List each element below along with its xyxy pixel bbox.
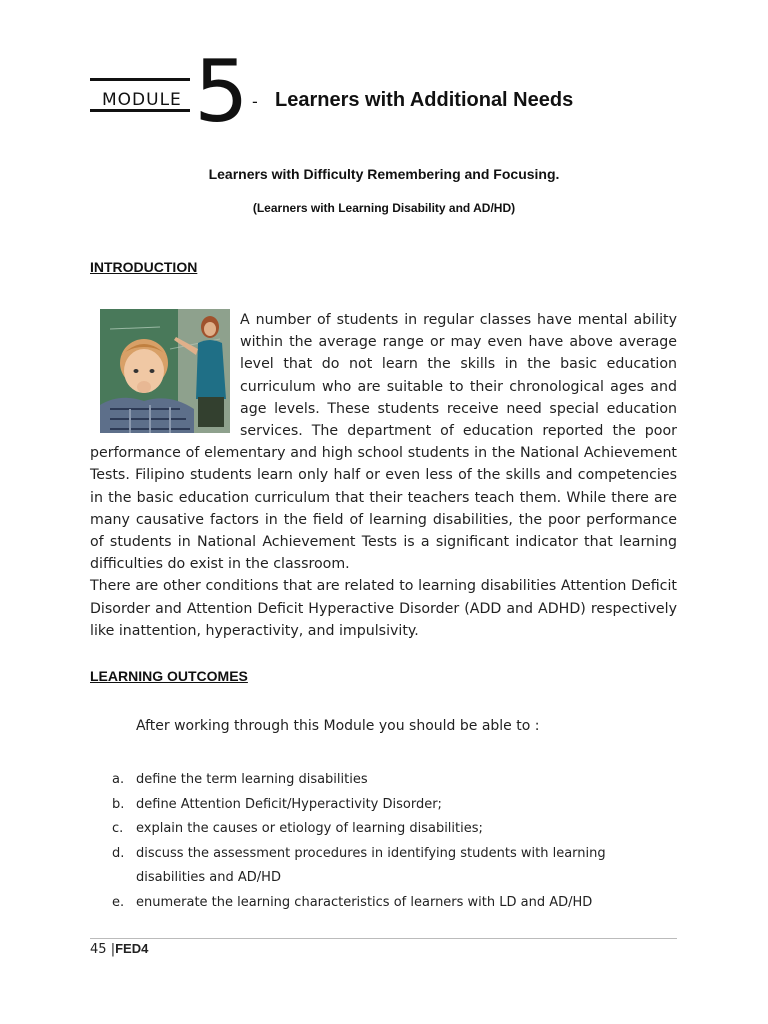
- footer-separator: |: [110, 942, 116, 957]
- list-item-text: define Attention Deficit/Hyperactivity Disorder;: [136, 796, 442, 812]
- list-item-text: enumerate the learning characteristics of learners with LD and AD/HD: [136, 894, 593, 910]
- module-label: MODULE: [102, 90, 182, 110]
- list-item: [112, 768, 672, 793]
- list-item-letter: d.: [112, 845, 125, 861]
- list-item-text: discuss the assessment procedures in identifying students with learning disabilities and AD/HD: [136, 845, 606, 885]
- classroom-photo-illustration: [100, 309, 230, 439]
- learning-outcomes-heading: LEARNING OUTCOMES: [90, 668, 248, 684]
- title-dash: -: [252, 92, 258, 111]
- course-code: FED4: [115, 941, 149, 956]
- list-item-text: define the term learning disabilities: [136, 772, 368, 787]
- subtitle-parenthetical: (Learners with Learning Disability and AD/HD): [252, 201, 516, 215]
- introduction-paragraph-2: There are other conditions that are related to learning disabilities Attention Deficit Disorder and Attention Deficit Hyperactive Disorder (ADD and ADHD) respectively like inattention, hyperactivity, and impulsivity.: [90, 578, 677, 639]
- page-footer: [90, 941, 148, 957]
- list-item: [112, 842, 672, 891]
- footer-rule: [90, 938, 677, 939]
- list-item: [112, 891, 672, 916]
- list-item-letter: a.: [112, 772, 125, 787]
- introduction-heading: INTRODUCTION: [90, 259, 198, 275]
- list-item-letter: b.: [112, 796, 125, 812]
- module-rule-top: [90, 78, 190, 81]
- introduction-body: [90, 309, 677, 642]
- list-item: [112, 793, 672, 818]
- introduction-paragraph-1: A number of students in regular classes have mental ability within the average range or may even have above average level that do not learn the skills in the basic education curriculum who are suitable to their chronological ages and age levels. These students receive need special education services. The department of education reported the poor performance of elementary and high school students in the National Achievement Tests. Filipino students learn only half or even less of the skills and competencies in the basic education curriculum that their teachers teach them. While there are many causative factors in the field of learning disabilities, the poor performance of students in National Achievement Tests is a significant indicator that learning difficulties do exist in the classroom.: [90, 312, 677, 573]
- learning-outcomes-list: [112, 768, 672, 915]
- classroom-photo: [100, 309, 230, 439]
- list-item-text: explain the causes or etiology of learning disabilities;: [136, 821, 483, 836]
- list-item-letter: e.: [112, 894, 125, 910]
- module-title: Learners with Additional Needs: [275, 89, 574, 111]
- page-number: 45: [90, 942, 107, 957]
- subtitle: Learners with Difficulty Remembering and Focusing.: [208, 166, 560, 182]
- module-number: 5: [194, 42, 249, 142]
- list-item-letter: c.: [112, 821, 124, 836]
- list-item: [112, 817, 672, 842]
- learning-outcomes-lead: After working through this Module you should be able to :: [136, 718, 540, 734]
